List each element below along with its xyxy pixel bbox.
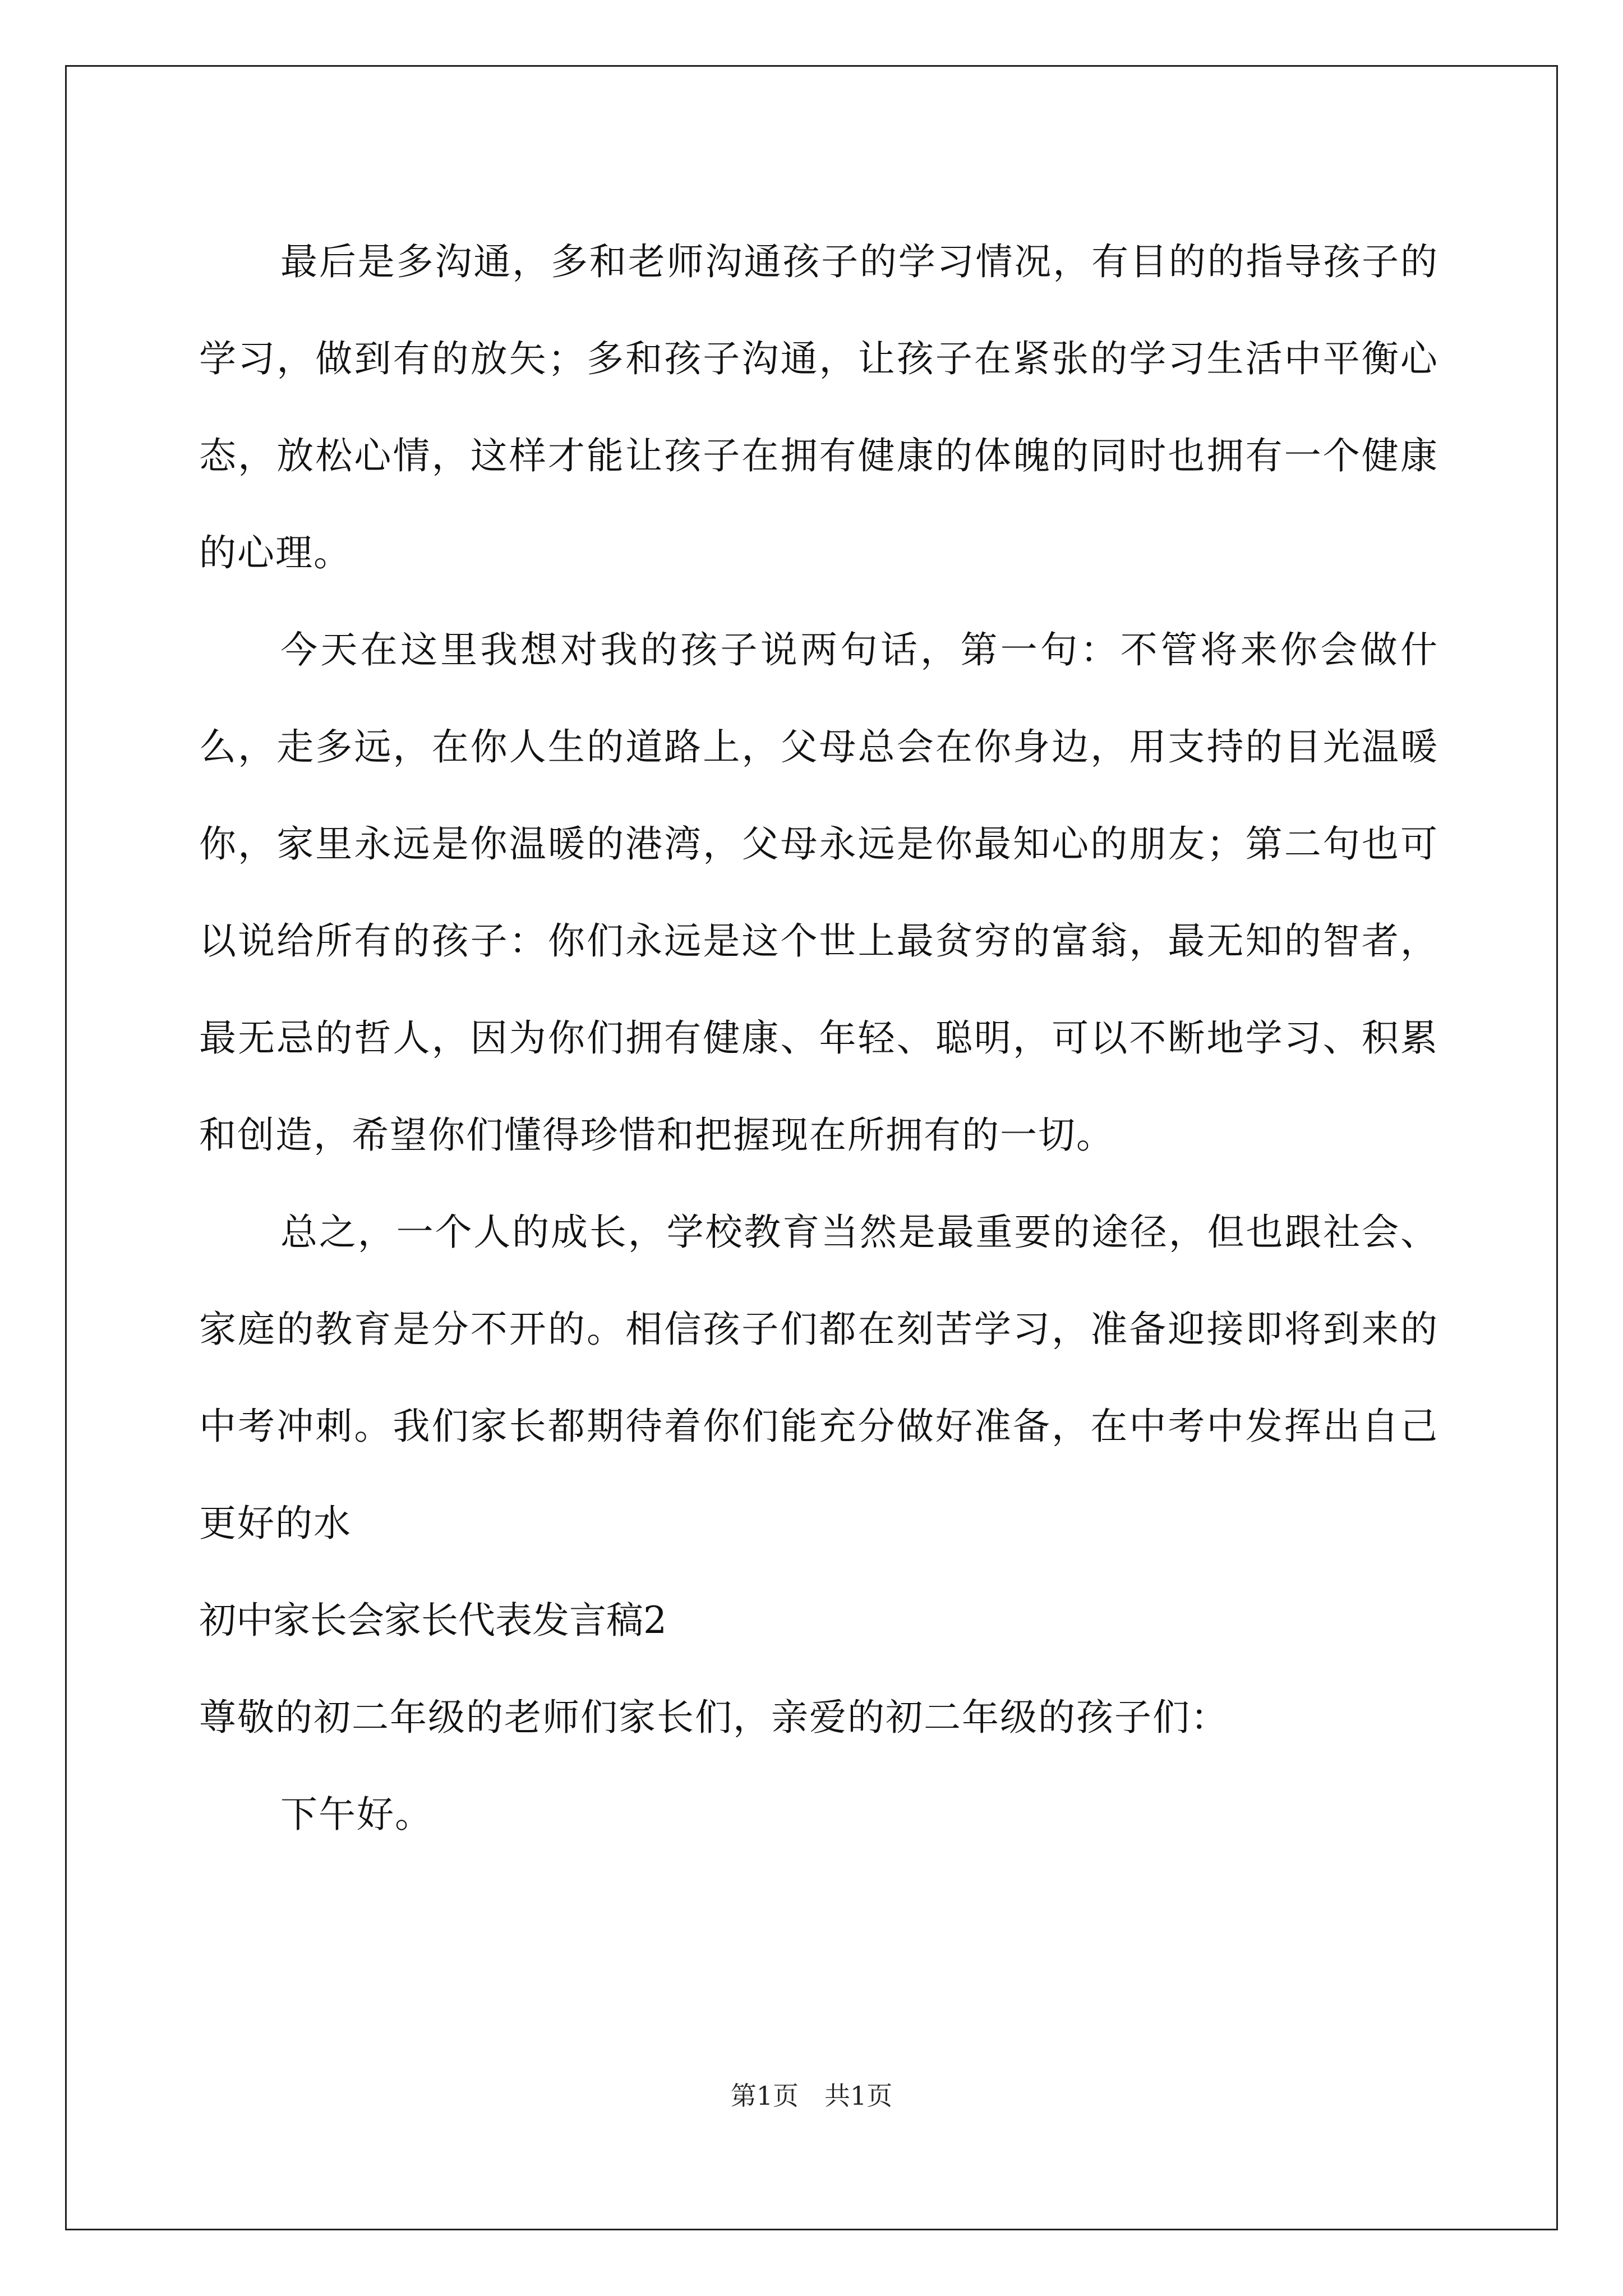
paragraph-conclusion: 总之，一个人的成长，学校教育当然是最重要的途径，但也跟社会、家庭的教育是分不开的。相信孩子们都在刻苦学习，准备迎接即将到来的中考冲刺。我们家长都期待着你们能充分做好准备，在中考中发挥出自己更好的水 (199, 1211, 1438, 1545)
paragraph-message-to-children: 今天在这里我想对我的孩子说两句话，第一句：不管将来你会做什么，走多远，在你人生的道路上，父母总会在你身边，用支持的目光温暖你，家里永远是你温暖的港湾，父母永远是你最知心的朋友；第二句也可以说给所有的孩子：你们永远是这个世上最贫穷的富翁，最无知的智者，最无忌的哲人，因为你们拥有健康、年轻、聪明，可以不断地学习、积累和创造，希望你们懂得珍惜和把握现在所拥有的一切。 (199, 628, 1438, 1157)
section-heading: 初中家长会家长代表发言稿2 (199, 1599, 667, 1642)
document-body (199, 213, 1438, 1863)
page-footer: 第1页 共1页 (730, 2081, 893, 2111)
greeting: 下午好。 (280, 1793, 433, 1836)
paragraph-communication: 最后是多沟通，多和老师沟通孩子的学习情况，有目的的指导孩子的学习，做到有的放矢；多和孩子沟通，让孩子在紧张的学习生活中平衡心态，放松心情，这样才能让孩子在拥有健康的体魄的同时也拥有一个健康的心理。 (199, 240, 1438, 574)
salutation: 尊敬的初二年级的老师们家长们，亲爱的初二年级的孩子们： (199, 1696, 1229, 1739)
